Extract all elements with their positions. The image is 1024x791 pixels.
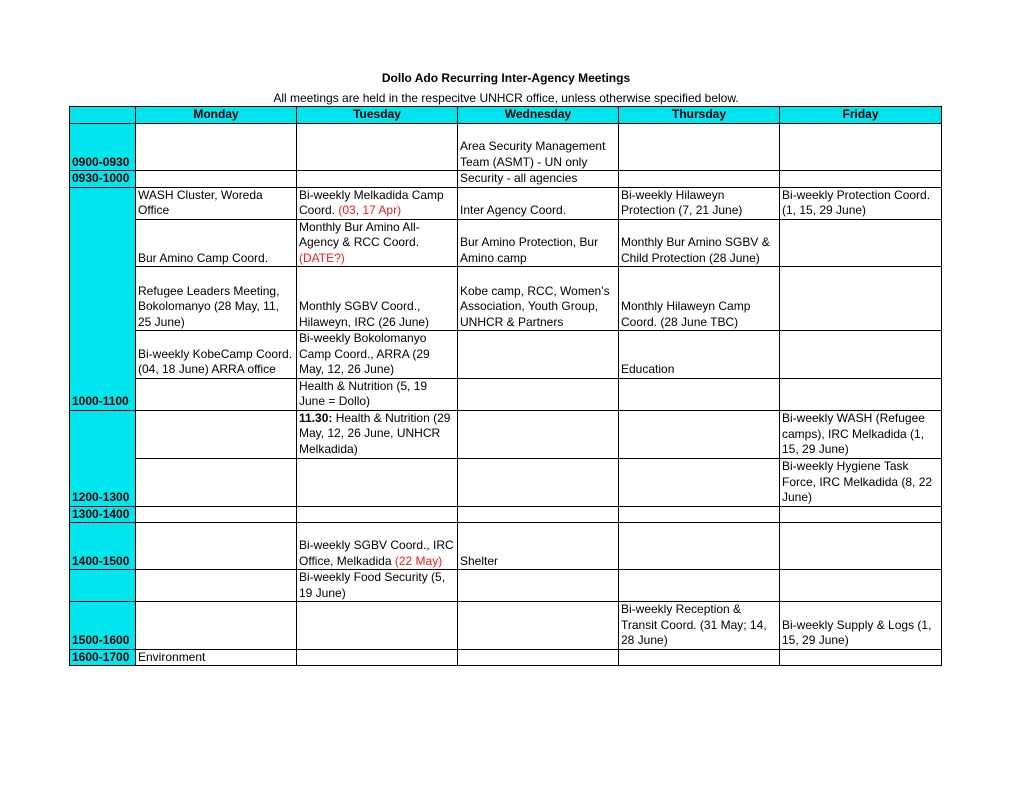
table-cell: [458, 506, 619, 523]
table-cell: [136, 378, 297, 410]
table-cell: [458, 649, 619, 666]
meeting-cell: [297, 219, 458, 267]
meeting-cell: Bi-weekly Supply & Logs (1, 15, 29 June): [780, 602, 942, 650]
time-slot: 1300-1400: [70, 506, 136, 523]
table-cell: [458, 378, 619, 410]
table-row: [70, 458, 942, 506]
table-row: [70, 570, 942, 602]
meeting-cell: Health & Nutrition (5, 19 June = Dollo): [297, 378, 458, 410]
table-cell: [619, 649, 780, 666]
table-cell: [297, 649, 458, 666]
table-row: [70, 331, 942, 379]
table-cell: [780, 506, 942, 523]
meeting-text: Health & Nutrition (29 May, 12, 26 June, UNHCR Melkadida): [299, 410, 451, 456]
meeting-date-highlight: (22 May): [394, 553, 443, 568]
time-slot: 0900-0930: [70, 124, 136, 171]
meeting-cell: Shelter: [458, 523, 619, 570]
header-friday: Friday: [780, 107, 942, 124]
table-cell: [136, 124, 297, 171]
time-slot: 1500-1600: [70, 602, 136, 650]
meeting-time-label: 11.30:: [299, 410, 333, 425]
table-cell: [136, 506, 297, 523]
table-cell: [619, 171, 780, 188]
time-slot-blank: [70, 570, 136, 602]
meeting-cell: Inter Agency Coord.: [458, 187, 619, 219]
time-slot: 0930-1000: [70, 171, 136, 188]
meeting-text: Bi-weekly Melkadida Camp Coord.: [299, 187, 444, 217]
table-cell: [458, 458, 619, 506]
meeting-cell: WASH Cluster, Woreda Office: [136, 187, 297, 219]
table-cell: [619, 570, 780, 602]
meeting-cell: Area Security Management Team (ASMT) - UN only: [458, 124, 619, 171]
header-row: [70, 107, 942, 124]
meeting-cell: Monthly SGBV Coord., Hilaweyn, IRC (26 June): [297, 267, 458, 331]
meeting-cell: Bi-weekly Protection Coord. (1, 15, 29 June): [780, 187, 942, 219]
header-tuesday: Tuesday: [297, 107, 458, 124]
table-cell: [136, 570, 297, 602]
meeting-cell: Monthly Hilaweyn Camp Coord. (28 June TBC): [619, 267, 780, 331]
meeting-date-highlight: (03, 17 Apr): [338, 203, 402, 217]
table-cell: [136, 458, 297, 506]
table-cell: [780, 171, 942, 188]
table-cell: [297, 124, 458, 171]
meeting-cell: Bur Amino Protection, Bur Amino camp: [458, 219, 619, 267]
table-cell: [780, 523, 942, 570]
meeting-cell: Education: [619, 331, 780, 379]
table-cell: [780, 219, 942, 267]
header-thursday: Thursday: [619, 107, 780, 124]
page-title: Dollo Ado Recurring Inter-Agency Meetings: [381, 71, 631, 85]
meeting-cell: Bi-weekly KobeCamp Coord. (04, 18 June) ARRA office: [136, 331, 297, 379]
time-slot: 1400-1500: [70, 523, 136, 570]
meeting-cell: Security - all agencies: [458, 171, 619, 188]
meeting-cell: Bi-weekly Hilaweyn Protection (7, 21 June): [619, 187, 780, 219]
table-cell: [297, 602, 458, 650]
table-cell: [619, 523, 780, 570]
table-cell: [780, 378, 942, 410]
table-cell: [458, 570, 619, 602]
table-row: [70, 187, 942, 219]
table-cell: [619, 458, 780, 506]
time-slot: 1000-1100: [70, 187, 136, 410]
meeting-cell: Bi-weekly Food Security (5, 19 June): [297, 570, 458, 602]
table-cell: [619, 506, 780, 523]
meeting-cell: [297, 410, 458, 458]
meeting-cell: Environment: [136, 649, 297, 666]
table-cell: [297, 171, 458, 188]
table-cell: [458, 602, 619, 650]
meeting-cell: Bi-weekly Hygiene Task Force, IRC Melkadida (8, 22 June): [780, 458, 942, 506]
table-row: [70, 649, 942, 666]
meeting-date-highlight: (DATE?): [299, 250, 345, 265]
table-cell: [780, 570, 942, 602]
table-cell: [136, 171, 297, 188]
meeting-schedule-table: [69, 106, 942, 666]
page-subtitle: All meetings are held in the respecitve UNHCR office, unless otherwise specified below.: [273, 91, 739, 105]
table-cell: [780, 124, 942, 171]
table-row: [70, 602, 942, 650]
table-cell: [458, 331, 619, 379]
meeting-cell: Bi-weekly Reception & Transit Coord. (31 May; 14, 28 June): [619, 602, 780, 650]
meeting-text: Monthly Bur Amino All-Agency & RCC Coord.: [299, 219, 420, 249]
meeting-text: Bi-weekly SGBV Coord., IRC Office, Melkadida: [299, 538, 454, 568]
time-slot: 1600-1700: [70, 649, 136, 666]
table-cell: [780, 267, 942, 331]
header-monday: Monday: [136, 107, 297, 124]
meeting-cell: Bi-weekly WASH (Refugee camps), IRC Melkadida (1, 15, 29 June): [780, 410, 942, 458]
meeting-cell: Bur Amino Camp Coord.: [136, 219, 297, 267]
table-cell: [619, 124, 780, 171]
time-slot: 1200-1300: [70, 410, 136, 506]
header-time-cell: [70, 107, 136, 124]
table-cell: [780, 649, 942, 666]
meeting-cell: Monthly Bur Amino SGBV & Child Protection (28 June): [619, 219, 780, 267]
meeting-cell: Kobe camp, RCC, Women’s Association, Youth Group, UNHCR & Partners: [458, 267, 619, 331]
table-cell: [136, 602, 297, 650]
table-row: [70, 410, 942, 458]
table-row: [70, 523, 942, 570]
meeting-cell: Refugee Leaders Meeting, Bokolomanyo (28 May, 11, 25 June): [136, 267, 297, 331]
table-cell: [136, 410, 297, 458]
table-row: [70, 267, 942, 331]
header-wednesday: Wednesday: [458, 107, 619, 124]
meeting-cell: [297, 523, 458, 570]
table-cell: [136, 523, 297, 570]
table-row: [70, 124, 942, 171]
table-cell: [780, 331, 942, 379]
table-row: [70, 506, 942, 523]
meeting-cell: [297, 187, 458, 219]
table-cell: [458, 410, 619, 458]
table-row: [70, 378, 942, 410]
table-cell: [297, 458, 458, 506]
table-row: [70, 219, 942, 267]
table-cell: [619, 410, 780, 458]
table-cell: [619, 378, 780, 410]
meeting-cell: Bi-weekly Bokolomanyo Camp Coord., ARRA (29 May, 12, 26 June): [297, 331, 458, 379]
table-row: [70, 171, 942, 188]
table-cell: [297, 506, 458, 523]
